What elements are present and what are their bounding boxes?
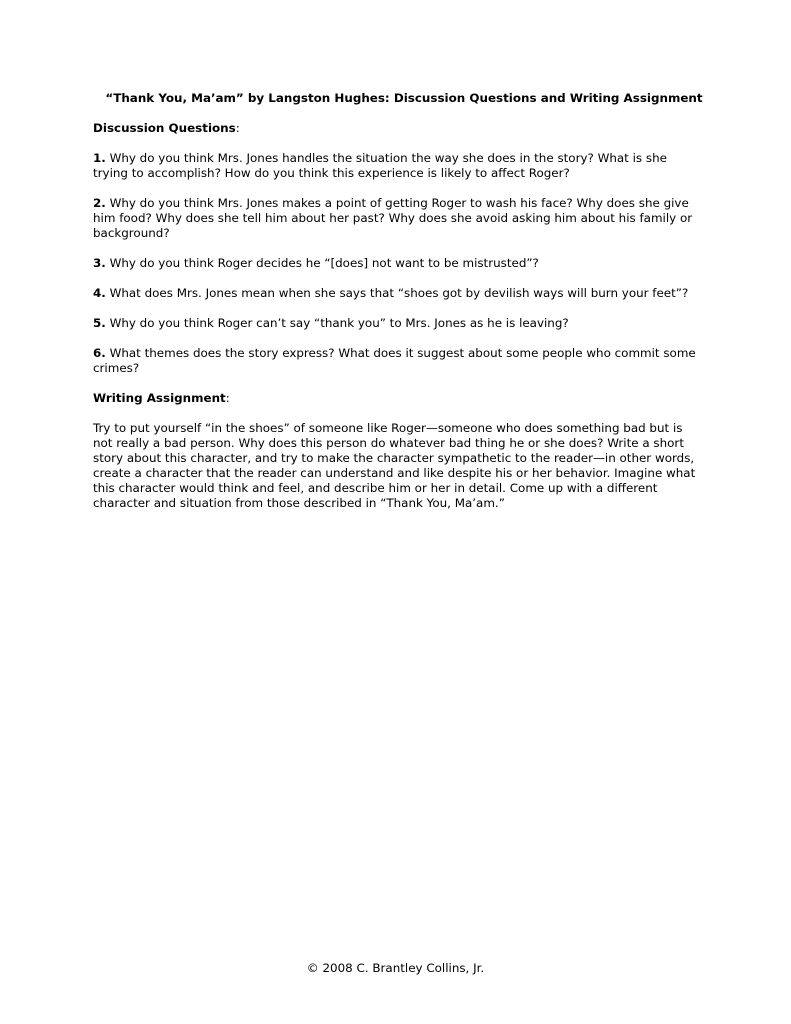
discussion-heading-colon: : (235, 121, 240, 135)
question-number: 5. (93, 316, 106, 330)
question-text: Why do you think Mrs. Jones handles the situation the way she does in the story? What is she trying to accomplish? How do you think this experience is likely to affect Roger? (93, 151, 667, 180)
question-number: 2. (93, 196, 106, 210)
copyright-footer: © 2008 C. Brantley Collins, Jr. (306, 961, 485, 975)
question-2 (93, 196, 703, 241)
document-title: “Thank You, Ma’am” by Langston Hughes: Discussion Questions and Writing Assignment (105, 91, 703, 105)
question-3 (93, 256, 703, 271)
question-text: What does Mrs. Jones mean when she says that “shoes got by devilish ways will burn your feet”? (105, 286, 689, 300)
question-number: 1. (93, 151, 106, 165)
document-body (93, 91, 703, 511)
question-4 (93, 286, 703, 301)
question-1 (93, 151, 703, 181)
writing-assignment-text: Try to put yourself “in the shoes” of someone like Roger—someone who does something bad but is not really a bad person. Why does this person do whatever bad thing he or she does? Write a short story about this character, and try to make the character sympathetic to the reader—in other words, create a character that the reader can understand and like despite his or her behavior. Imagine what this character would think and feel, and describe him or her in detail. Come up with a different character and situation from those described in “Thank You, Ma’am.” (93, 421, 696, 510)
question-6 (93, 346, 703, 376)
question-text: What themes does the story express? What does it suggest about some people who commit some crimes? (93, 346, 696, 375)
writing-heading (93, 391, 703, 406)
writing-heading-colon: : (225, 391, 230, 405)
question-text: Why do you think Roger can’t say “thank you” to Mrs. Jones as he is leaving? (105, 316, 569, 330)
writing-heading-label: Writing Assignment (93, 391, 226, 405)
question-number: 3. (93, 256, 106, 270)
question-text: Why do you think Mrs. Jones makes a point of getting Roger to wash his face? Why does she give him food? Why does she tell him about her past? Why does she avoid asking him about his family or background? (93, 196, 693, 240)
question-text: Why do you think Roger decides he “[does] not want to be mistrusted”? (105, 256, 539, 270)
discussion-heading (93, 121, 703, 136)
question-number: 4. (93, 286, 106, 300)
question-5 (93, 316, 703, 331)
discussion-heading-label: Discussion Questions (93, 121, 236, 135)
question-number: 6. (93, 346, 106, 360)
